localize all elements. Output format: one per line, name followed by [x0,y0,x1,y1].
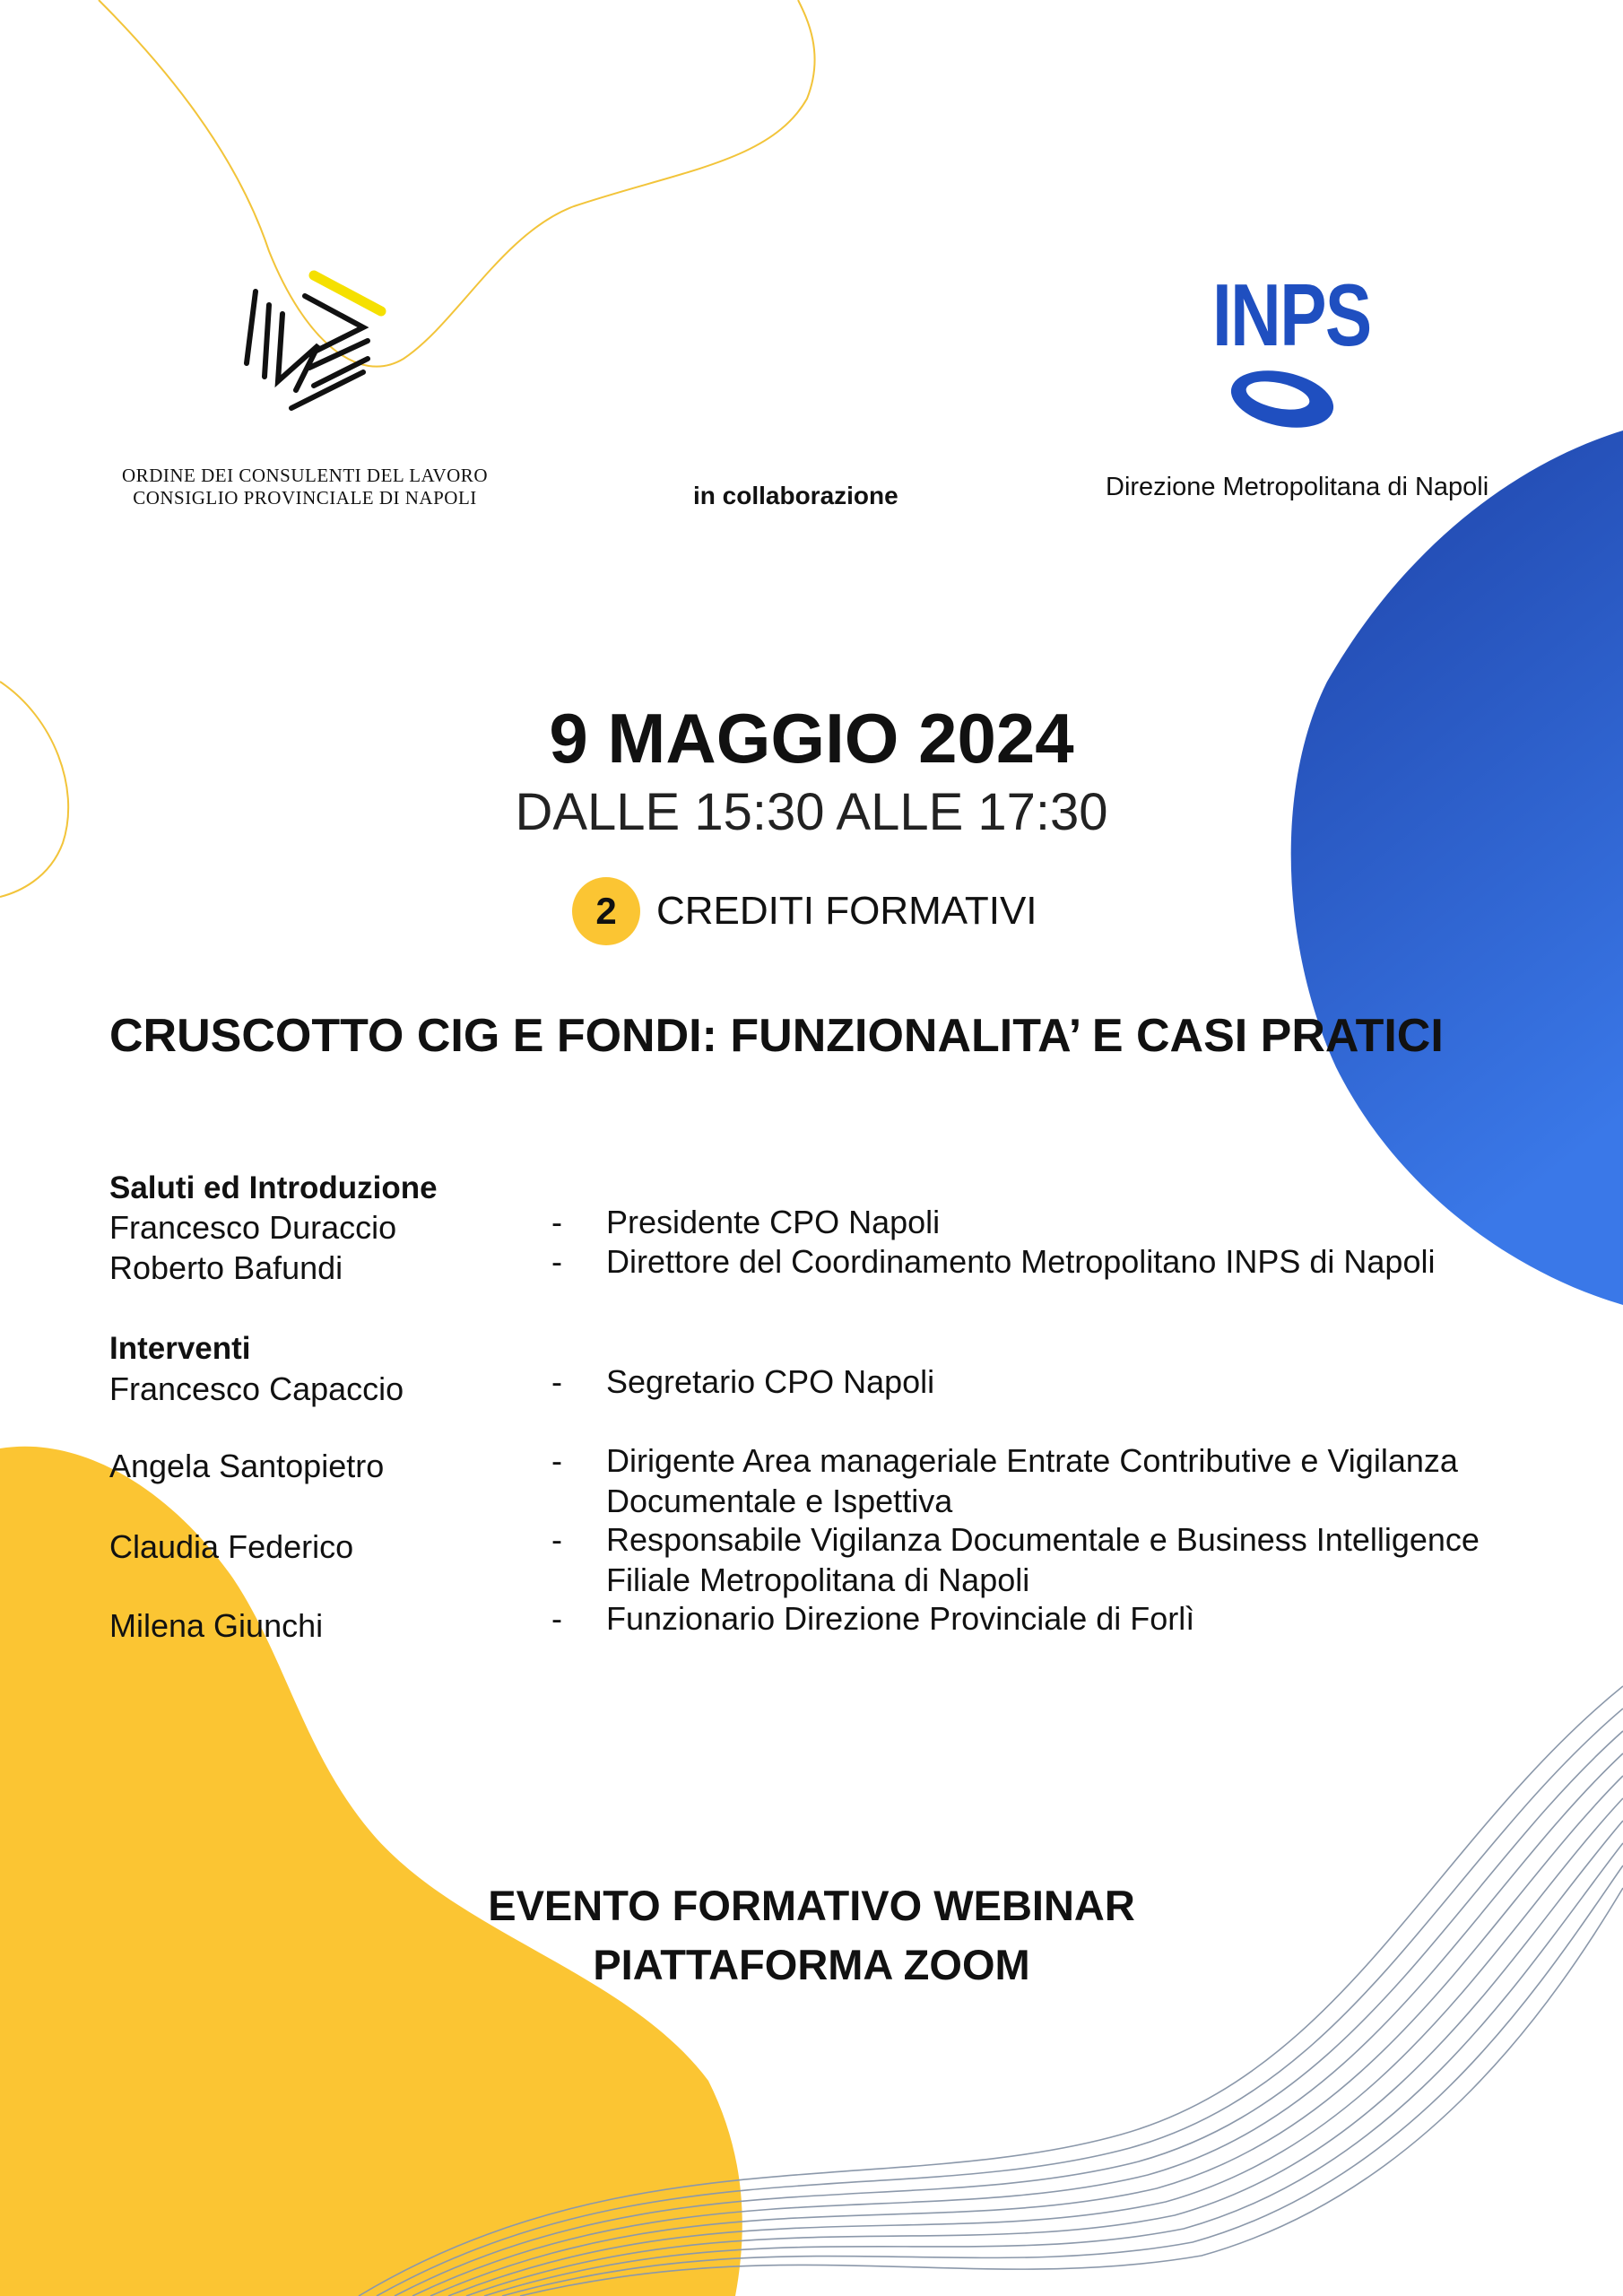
speaker-name: Roberto Bafundi [109,1249,343,1286]
credits-badge: 2 [572,877,640,945]
footer-block [0,1876,1623,1995]
collaboration-label: in collaborazione [693,482,898,509]
event-time: DALLE 15:30 ALLE 17:30 [515,783,1108,841]
speaker-dash: - [551,1442,562,1479]
footer-line1: EVENTO FORMATIVO WEBINAR [488,1882,1135,1929]
section-heading-saluti: Saluti ed Introduzione [109,1170,438,1205]
speaker-role: Responsabile Vigilanza Documentale e Business Intelligence Filiale Metropolitana di Napoli [606,1521,1480,1598]
section-heading-interventi: Interventi [109,1331,251,1366]
footer-line2: PIATTAFORMA ZOOM [593,1941,1030,1988]
inps-wordmark: INPS [1212,265,1371,364]
speaker-role: Direttore del Coordinamento Metropolitano INPS di Napoli [606,1243,1436,1280]
speaker-role: Segretario CPO Napoli [606,1363,935,1400]
speaker-name: Francesco Duraccio [109,1209,397,1246]
ordine-caption-line1: ORDINE DEI CONSULENTI DEL LAVORO [122,465,488,486]
speaker-dash: - [551,1363,562,1400]
credits-label: CREDITI FORMATIVI [656,889,1037,933]
ordine-consulenti-logo [229,265,390,426]
inps-caption: Direzione Metropolitana di Napoli [1106,473,1489,501]
event-title: CRUSCOTTO CIG E FONDI: FUNZIONALITA’ E CASI PRATICI [109,1010,1444,1062]
speaker-dash: - [551,1521,562,1558]
speaker-name: Claudia Federico [109,1528,354,1565]
speaker-name: Milena Giunchi [109,1607,324,1644]
speaker-role: Presidente CPO Napoli [606,1204,941,1240]
credits-row [572,877,1037,945]
speaker-dash: - [551,1243,562,1280]
speaker-role: Funzionario Direzione Provinciale di Forlì [606,1600,1195,1637]
inps-ring-icon [1224,363,1341,435]
speaker-name: Angela Santopietro [109,1448,385,1484]
speaker-dash: - [551,1600,562,1637]
speaker-dash: - [551,1204,562,1240]
blue-blob-shape [1291,430,1623,1305]
event-date: 9 MAGGIO 2024 [549,699,1074,778]
ordine-caption [99,465,511,509]
yellow-line-top [99,0,815,367]
speaker-role: Dirigente Area manageriale Entrate Contributive e Vigilanza Documentale e Ispettiva [606,1442,1458,1519]
ordine-caption-line2: CONSIGLIO PROVINCIALE DI NAPOLI [133,487,477,509]
speaker-name: Francesco Capaccio [109,1370,404,1407]
